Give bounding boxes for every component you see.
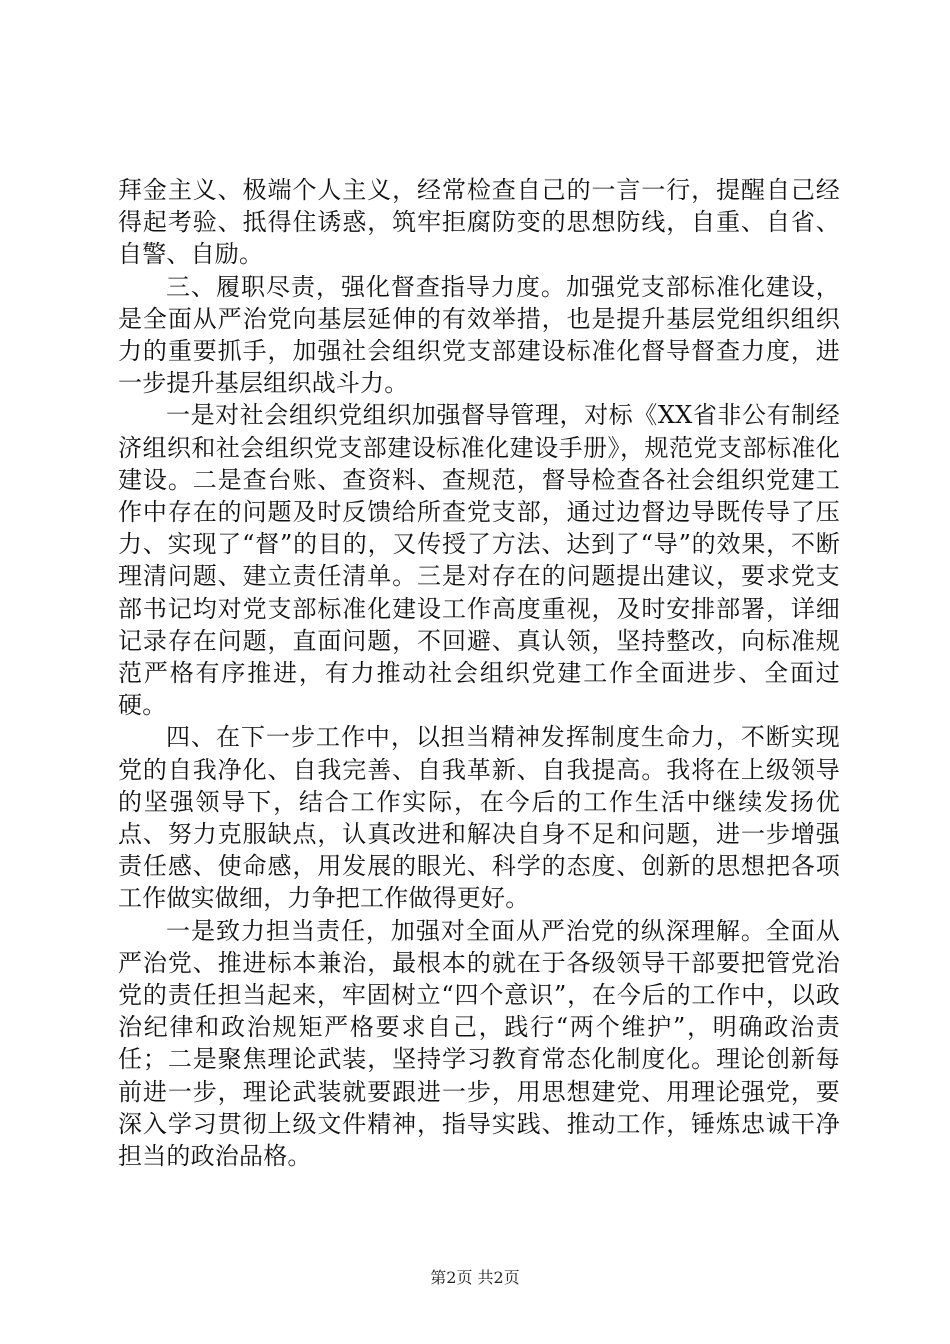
paragraph-1: 拜金主义、极端个人主义，经常检查自己的一言一行，提醒自己经得起考验、抵得住诱惑，筑牢拒腐防变的思想防线，自重、自省、自警、自励。 — [118, 176, 840, 269]
document-body — [118, 174, 840, 1172]
paragraph-2: 三、履职尽责，强化督查指导力度。加强党支部标准化建设，是全面从严治党向基层延伸的有效举措，也是提升基层党组织组织力的重要抓手，加强社会组织党支部建设标准化督导督查力度，进一步提升基层组织战斗力。 — [118, 272, 840, 398]
paragraph-3: 一是对社会组织党组织加强督导管理，对标《XX省非公有制经济组织和社会组织党支部建设标准化建设手册》，规范党支部标准化建设。二是查台账、查资料、查规范，督导检查各社会组织党建工作中存在的问题及时反馈给所查党支部，通过边督边导既传导了压力、实现了“督”的目的，又传授了方法、达到了“导”的效果，不断理清问题、建立责任清单。三是对存在的问题提出建议，要求党支部书记均对党支部标准化建设工作高度重视，及时安排部署，详细记录存在问题，直面问题，不回避、真认领，坚持整改，向标准规范严格有序推进，有力推动社会组织党建工作全面进步、全面过硬。 — [118, 401, 840, 720]
page-footer: 第2页 共2页 — [430, 1268, 520, 1287]
paragraph-4: 四、在下一步工作中，以担当精神发挥制度生命力，不断实现党的自我净化、自我完善、自我革新、自我提高。我将在上级领导的坚强领导下，结合工作实际，在今后的工作生活中继续发扬优点、努力克服缺点，认真改进和解决自身不足和问题，进一步增强责任感、使命感，用发展的眼光、科学的态度、创新的思想把各项工作做实做细，力争把工作做得更好。 — [118, 723, 840, 913]
paragraph-5: 一是致力担当责任，加强对全面从严治党的纵深理解。全面从严治党、推进标本兼治，最根本的就在于各级领导干部要把管党治党的责任担当起来，牢固树立“四个意识”，在今后的工作中，以政治纪律和政治规矩严格要求自己，践行“两个维护”，明确政治责任；二是聚焦理论武装，坚持学习教育常态化制度化。理论创新每前进一步，理论武装就要跟进一步，用思想建党、用理论强党，要深入学习贯彻上级文件精神，指导实践、推动工作，锤炼忠诚干净担当的政治品格。 — [118, 916, 840, 1171]
